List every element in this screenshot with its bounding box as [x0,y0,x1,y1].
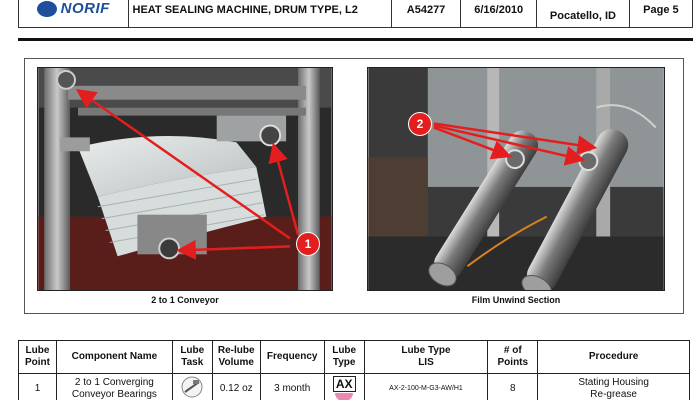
cell-lube-task [172,374,212,400]
cell-frequency: 3 month [260,374,324,400]
location-cell [537,0,630,28]
cell-lube-type [324,374,364,400]
col-lube-task: Lube Task [172,341,212,374]
logo-mark-icon [37,1,57,17]
col-lube-point: Lube Point [19,341,57,374]
lubrication-table [18,340,690,400]
cell-lube-point: 1 [19,374,57,400]
table-row [19,374,690,400]
col-frequency: Frequency [260,341,324,374]
cell-procedure: Stating Housing Re-grease [538,374,690,400]
conveyor-photo-image [38,68,332,290]
conveyor-photo [37,67,333,291]
col-relube-volume: Re-lube Volume [212,341,260,374]
col-lube-type: Lube Type [324,341,364,374]
header-table [18,0,693,28]
header-divider [18,38,693,41]
cell-lube-type-lis: AX-2-100-M-G3-AW/H1 [364,374,488,400]
cell-relube-volume: 0.12 oz [212,374,260,400]
col-component-name: Component Name [56,341,172,374]
logo-text: NORIF [60,0,110,18]
lube-point-badge-1: 1 [296,232,320,256]
lube-type-color-swatch [335,393,353,400]
page-number: Page 5 [629,0,692,28]
film-unwind-caption: Film Unwind Section [471,295,561,305]
col-lube-type-lis: Lube Type LIS [364,341,488,374]
location: Pocatello, ID [549,10,616,22]
col-procedure: Procedure [538,341,690,374]
conveyor-caption: 2 to 1 Conveyor [151,295,219,305]
lube-type-badge: AX [333,376,356,392]
photo-panel [24,58,684,314]
film-unwind-photo-image [368,68,664,290]
document-date: 6/16/2010 [461,0,537,28]
grease-gun-icon [179,376,205,398]
document-header [0,0,700,30]
cell-component-name: 2 to 1 Converging Conveyor Bearings [56,374,172,400]
table-header-row [19,341,690,374]
logo-cell [19,0,129,28]
document-number: A54277 [391,0,461,28]
machine-title: HEAT SEALING MACHINE, DRUM TYPE, L2 [128,0,391,28]
lube-point-badge-2: 2 [408,112,432,136]
film-unwind-photo [367,67,665,291]
company-logo [37,0,110,17]
col-number-of-points: # of Points [488,341,538,374]
cell-number-of-points: 8 [488,374,538,400]
